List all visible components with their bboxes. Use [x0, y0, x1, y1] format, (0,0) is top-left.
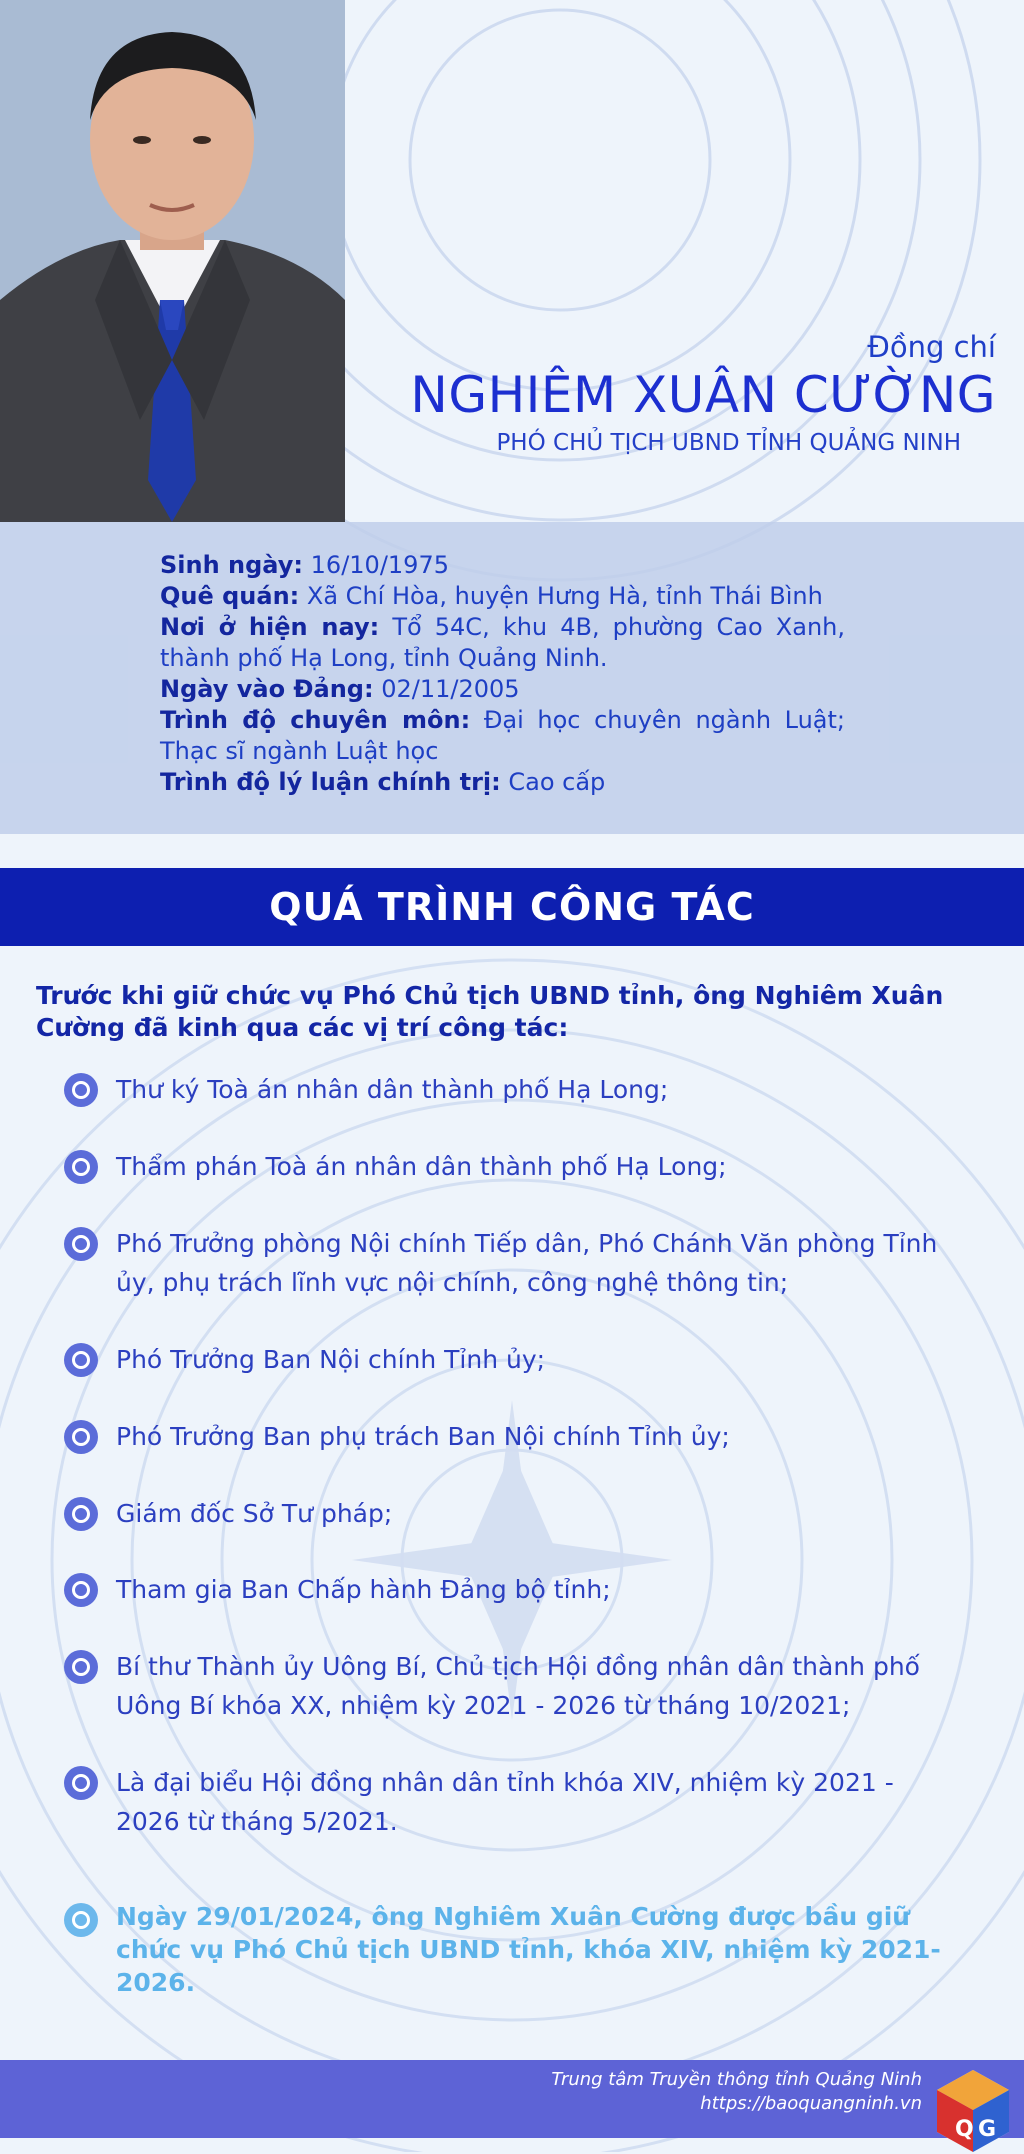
- section-banner: QUÁ TRÌNH CÔNG TÁC: [0, 868, 1024, 946]
- portrait-photo: [0, 0, 345, 522]
- info-political-value: Cao cấp: [508, 768, 606, 796]
- circle-bullet-icon: [64, 1497, 98, 1531]
- footer-bar: [0, 2060, 1024, 2142]
- qg-logo-icon: [934, 2068, 1012, 2154]
- header-title-block: [410, 330, 996, 456]
- info-dob: [160, 550, 845, 581]
- info-political-label: Trình độ lý luận chính trị:: [160, 768, 501, 796]
- circle-bullet-icon: [64, 1150, 98, 1184]
- info-education-value: Đại học chuyên ngành Luật; Thạc sĩ ngành Luật học: [160, 706, 845, 765]
- footer-url[interactable]: https://baoquangninh.vn: [700, 2093, 922, 2114]
- info-education-label: Trình độ chuyên môn:: [160, 706, 471, 734]
- info-hometown-label: Quê quán:: [160, 582, 300, 610]
- info-party: [160, 674, 845, 705]
- info-hometown: [160, 581, 845, 612]
- info-dob-value: 16/10/1975: [310, 551, 449, 579]
- career-item-text: Thư ký Toà án nhân dân thành phố Hạ Long;: [116, 1075, 669, 1104]
- circle-bullet-icon: [64, 1343, 98, 1377]
- career-item-text: Phó Trưởng Ban phụ trách Ban Nội chính Tỉnh ủy;: [116, 1422, 730, 1451]
- info-hometown-value: Xã Chí Hòa, huyện Hưng Hà, tỉnh Thái Bình: [306, 582, 823, 610]
- career-item-text: Tham gia Ban Chấp hành Đảng bộ tỉnh;: [116, 1575, 611, 1604]
- career-intro: Trước khi giữ chức vụ Phó Chủ tịch UBND tỉnh, ông Nghiêm Xuân Cường đã kinh qua các vị trí công tác:: [36, 981, 944, 1042]
- info-residence-label: Nơi ở hiện nay:: [160, 613, 380, 641]
- circle-bullet-icon: [64, 1227, 98, 1261]
- career-item-text: Là đại biểu Hội đồng nhân dân tỉnh khóa XIV, nhiệm kỳ 2021 - 2026 từ tháng 5/2021.: [116, 1768, 894, 1836]
- footer-credit: [551, 2068, 922, 2116]
- info-residence-value: Tổ 54C, khu 4B, phường Cao Xanh, thành phố Hạ Long, tỉnh Quảng Ninh.: [160, 613, 845, 672]
- info-party-label: Ngày vào Đảng:: [160, 675, 374, 703]
- info-political: [160, 767, 845, 798]
- personal-info-panel: [0, 522, 1024, 834]
- career-item-text: Thẩm phán Toà án nhân dân thành phố Hạ Long;: [116, 1152, 727, 1181]
- qg-logo-letter-g: G: [978, 2117, 997, 2142]
- career-item-text: Bí thư Thành ủy Uông Bí, Chủ tịch Hội đồng nhân dân thành phố Uông Bí khóa XX, nhiệm kỳ 2021 - 2026 từ tháng 10/2021;: [116, 1652, 920, 1720]
- circle-bullet-icon: [64, 1766, 98, 1800]
- footer-org: Trung tâm Truyền thông tỉnh Quảng Ninh: [551, 2069, 922, 2090]
- honorific-label: Đồng chí: [867, 330, 996, 364]
- position-title: PHÓ CHỦ TỊCH UBND TỈNH QUẢNG NINH: [496, 430, 961, 456]
- personal-info-list: [160, 550, 845, 798]
- circle-bullet-icon: [64, 1650, 98, 1684]
- info-dob-label: Sinh ngày:: [160, 551, 304, 579]
- circle-bullet-icon: [64, 1573, 98, 1607]
- career-item-text: Phó Trưởng Ban Nội chính Tỉnh ủy;: [116, 1345, 546, 1374]
- career-highlight-text: Ngày 29/01/2024, ông Nghiêm Xuân Cường được bầu giữ chức vụ Phó Chủ tịch UBND tỉnh, khóa XIV, nhiệm kỳ 2021-2026.: [116, 1902, 941, 1997]
- circle-bullet-icon: [64, 1903, 98, 1937]
- qg-logo-letter-q: Q: [955, 2117, 974, 2142]
- person-name: NGHIÊM XUÂN CƯỜNG: [410, 366, 996, 424]
- info-party-value: 02/11/2005: [381, 675, 520, 703]
- info-education: [160, 705, 845, 767]
- career-item-text: Giám đốc Sở Tư pháp;: [116, 1499, 393, 1528]
- career-item-text: Phó Trưởng phòng Nội chính Tiếp dân, Phó Chánh Văn phòng Tỉnh ủy, phụ trách lĩnh vực nội chính, công nghệ thông tin;: [116, 1229, 938, 1297]
- circle-bullet-icon: [64, 1420, 98, 1454]
- circle-bullet-icon: [64, 1073, 98, 1107]
- info-residence: [160, 612, 845, 674]
- portrait-illustration: [0, 0, 345, 522]
